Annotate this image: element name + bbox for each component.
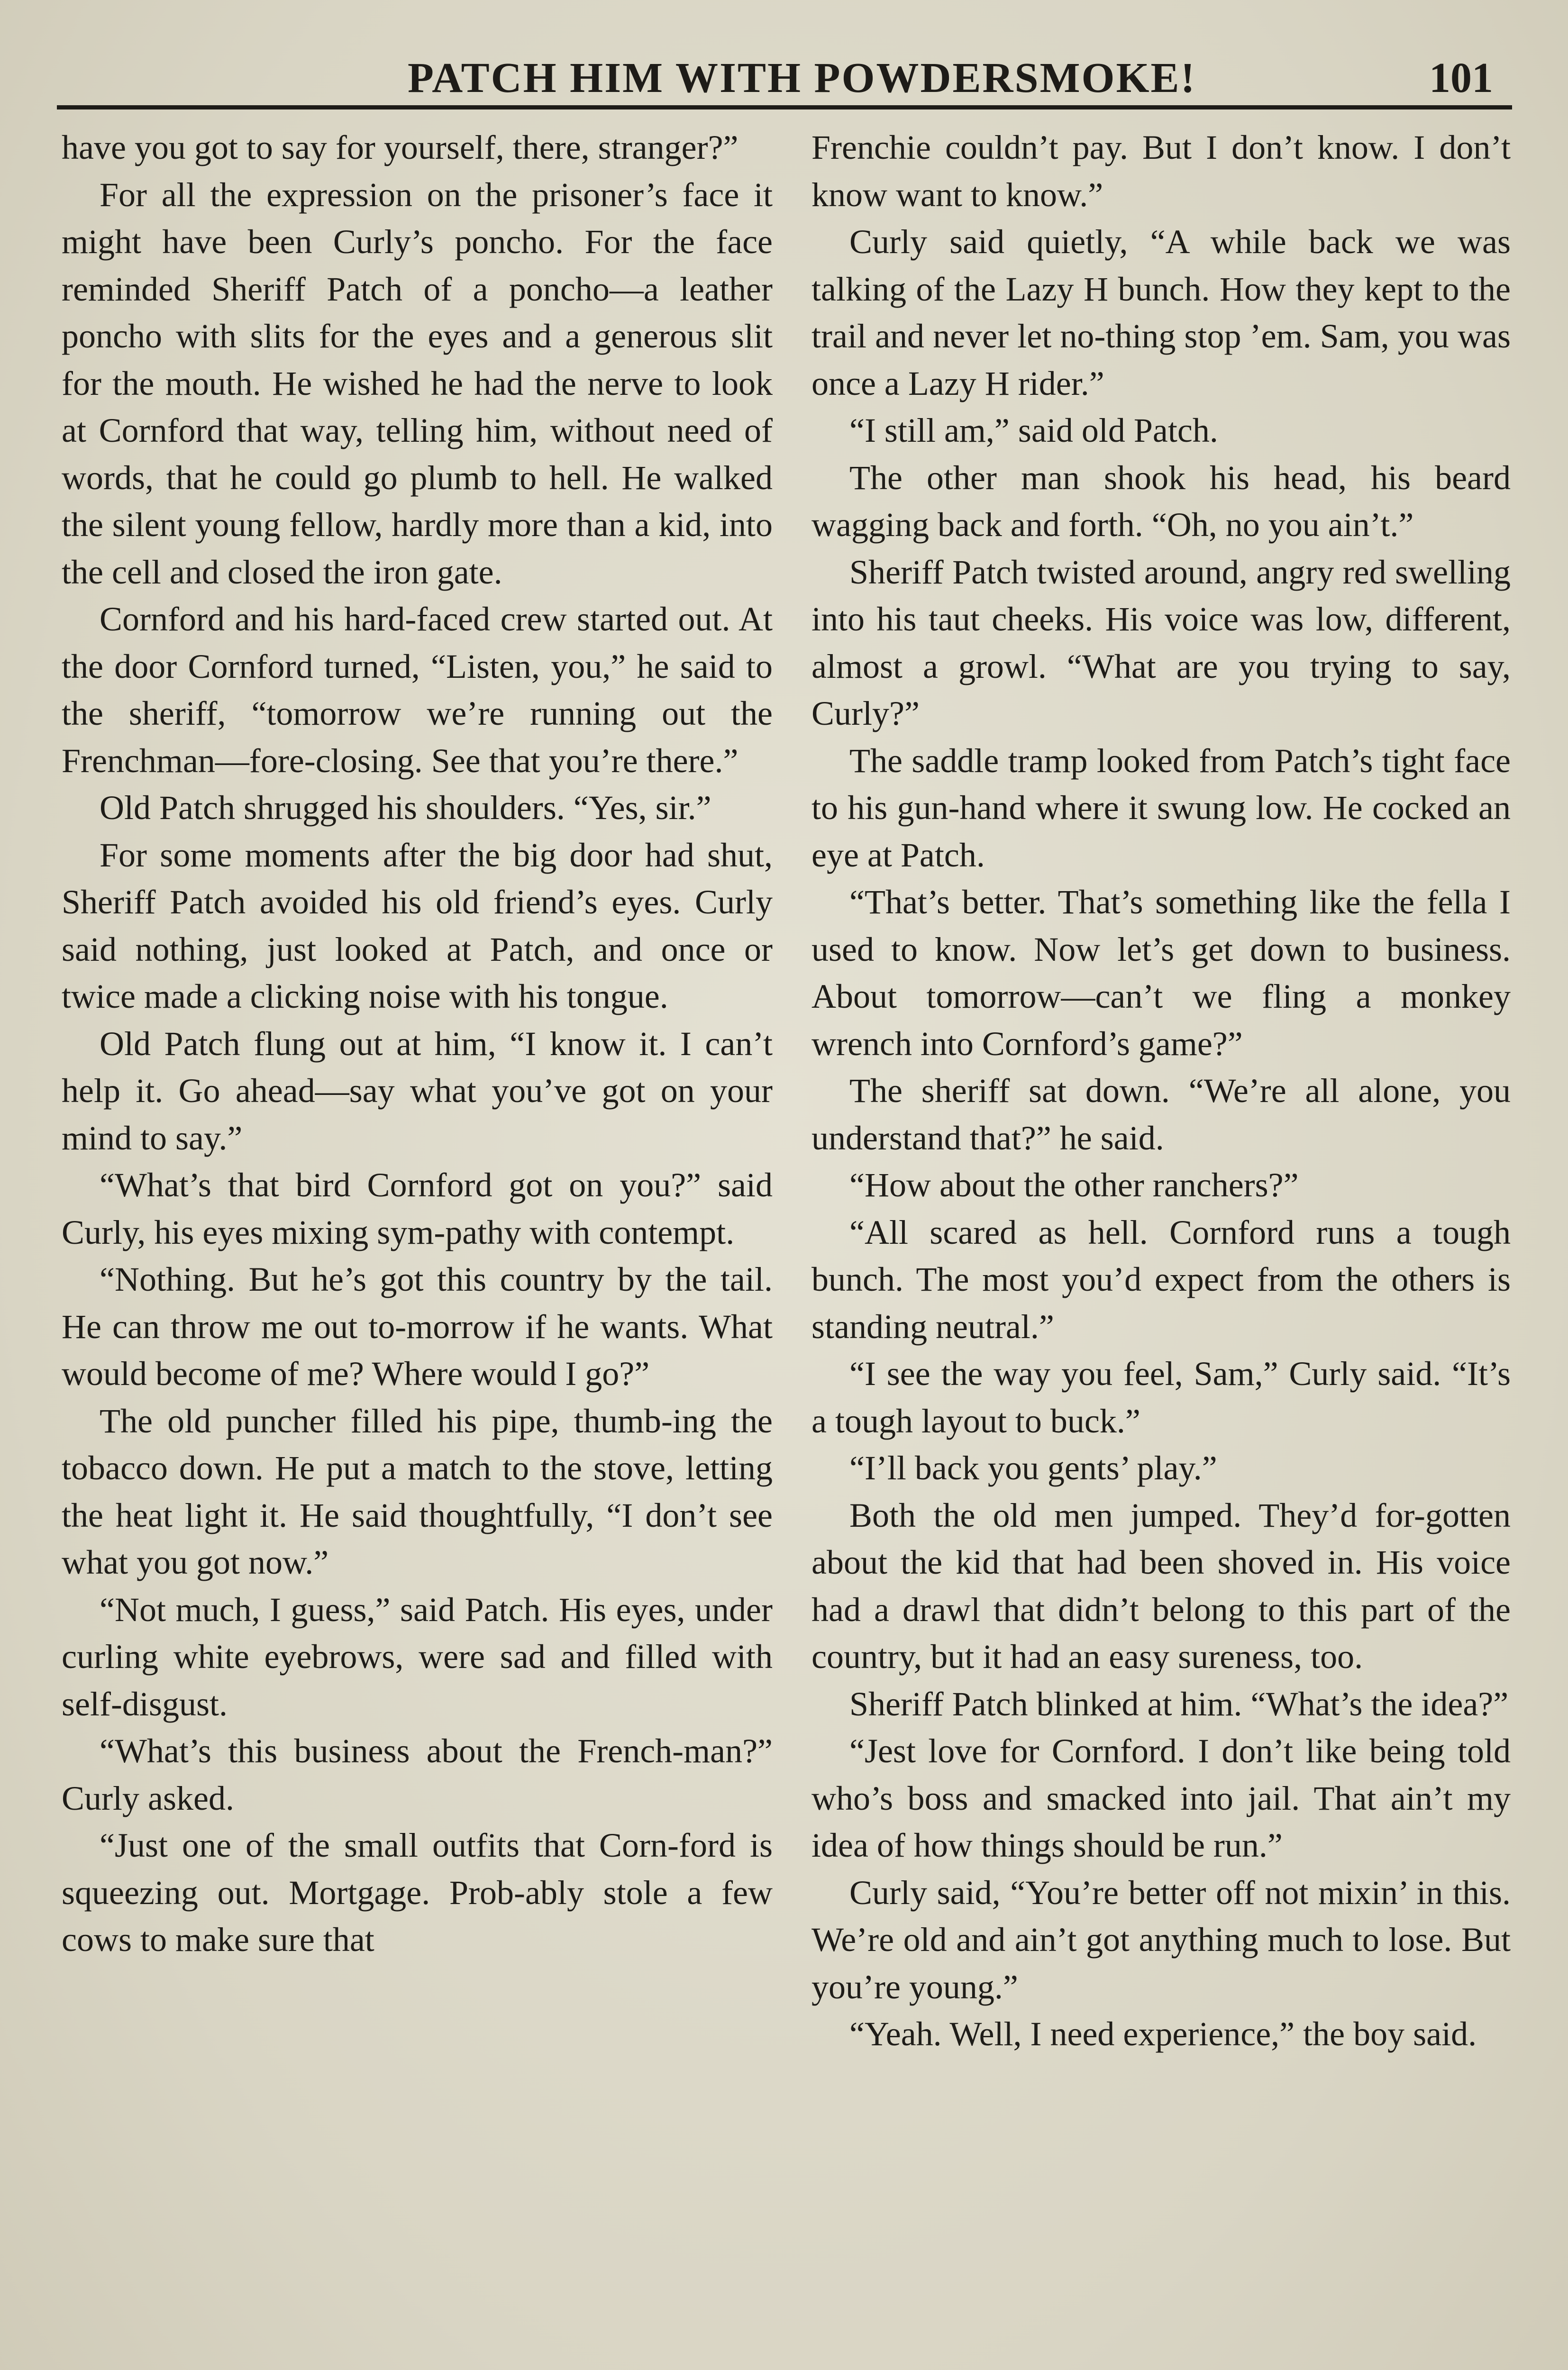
header-rule — [57, 105, 1512, 109]
running-title: PATCH HIM WITH POWDERSMOKE! — [408, 55, 1196, 101]
paragraph: “Just one of the small outfits that Corn-ford is squeezing out. Mortgage. Prob-ably stole a few cows to make sure that — [62, 1826, 773, 1959]
paragraph: Old Patch shrugged his shoulders. “Yes, sir.” — [100, 789, 711, 827]
left-column — [62, 124, 773, 1964]
paragraph: “I’ll back you gents’ play.” — [849, 1449, 1217, 1487]
paragraph: The sheriff sat down. “We’re all alone, you understand that?” he said. — [811, 1072, 1511, 1157]
paragraph: “Jest love for Cornford. I don’t like being told who’s boss and smacked into jail. That ain’t my idea of how things should be run.” — [811, 1732, 1511, 1864]
paragraph: “What’s that bird Cornford got on you?” said Curly, his eyes mixing sym-pathy with contempt. — [62, 1166, 773, 1251]
paragraph: “How about the other ranchers?” — [849, 1166, 1299, 1204]
paragraph: Frenchie couldn’t pay. But I don’t know. I don’t know want to know.” — [811, 128, 1511, 214]
paragraph: Curly said, “You’re better off not mixin’ in this. We’re old and ain’t got anything much to lose. But you’re young.” — [811, 1873, 1511, 2006]
paragraph: Sheriff Patch twisted around, angry red swelling into his taut cheeks. His voice was low, different, almost a growl. “What are you trying to say, Curly?” — [811, 553, 1511, 732]
paragraph: “That’s better. That’s something like the fella I used to know. Now let’s get down to business. About tomorrow—can’t we fling a monkey wrench into Cornford’s game?” — [811, 883, 1511, 1063]
page-header — [57, 43, 1512, 114]
paragraph: The old puncher filled his pipe, thumb-ing the tobacco down. He put a match to the stove, letting the heat light it. He said thoughtfully, “I don’t see what you got now.” — [62, 1402, 773, 1581]
paragraph: The saddle tramp looked from Patch’s tight face to his gun-hand where it swung low. He cocked an eye at Patch. — [811, 741, 1511, 874]
paragraph: “I still am,” said old Patch. — [849, 411, 1218, 449]
paragraph: “Yeah. Well, I need experience,” the boy said. — [849, 2015, 1477, 2053]
paragraph: Curly said quietly, “A while back we was talking of the Lazy H bunch. How they kept to the trail and never let no-thing stop ’em. Sam, you was once a Lazy H rider.” — [811, 223, 1511, 402]
paragraph: Cornford and his hard-faced crew started out. At the door Cornford turned, “Listen, you,” he said to the sheriff, “tomorrow we’re running out the Frenchman—fore-closing. See that you’re there.” — [62, 600, 773, 780]
paragraph: Old Patch flung out at him, “I know it. I can’t help it. Go ahead—say what you’ve got on your mind to say.” — [62, 1024, 773, 1157]
paragraph: Sheriff Patch blinked at him. “What’s the idea?” — [849, 1685, 1509, 1723]
page-number: 101 — [1429, 55, 1493, 101]
paragraph: For some moments after the big door had shut, Sheriff Patch avoided his old friend’s eyes. Curly said nothing, just looked at Patch, and once or twice made a clicking noise with his tongue. — [62, 836, 773, 1015]
paragraph: Both the old men jumped. They’d for-gotten about the kid that had been shoved in. His voice had a drawl that didn’t belong to this part of the country, but it had an easy sureness, too. — [811, 1496, 1511, 1676]
right-column — [811, 124, 1511, 2058]
paragraph: “Nothing. But he’s got this country by the tail. He can throw me out to-morrow if he wants. What would become of me? Where would I go?” — [62, 1260, 773, 1393]
paragraph: “All scared as hell. Cornford runs a tough bunch. The most you’d expect from the others is standing neutral.” — [811, 1213, 1511, 1346]
paragraph: For all the expression on the prisoner’s face it might have been Curly’s poncho. For the face reminded Sheriff Patch of a poncho—a leather poncho with slits for the eyes and a generous slit for the mouth. He wished he had the nerve to look at Cornford that way, telling him, without need of words, that he could go plumb to hell. He walked the silent young fellow, hardly more than a kid, into the cell and closed the iron gate. — [62, 175, 773, 591]
paragraph: “I see the way you feel, Sam,” Curly said. “It’s a tough layout to buck.” — [811, 1355, 1511, 1440]
paragraph: have you got to say for yourself, there, stranger?” — [62, 128, 738, 166]
paragraph: The other man shook his head, his beard wagging back and forth. “Oh, no you ain’t.” — [811, 458, 1511, 544]
paragraph: “What’s this business about the French-man?” Curly asked. — [62, 1732, 773, 1817]
paragraph: “Not much, I guess,” said Patch. His eyes, under curling white eyebrows, were sad and filled with self-disgust. — [62, 1590, 773, 1723]
